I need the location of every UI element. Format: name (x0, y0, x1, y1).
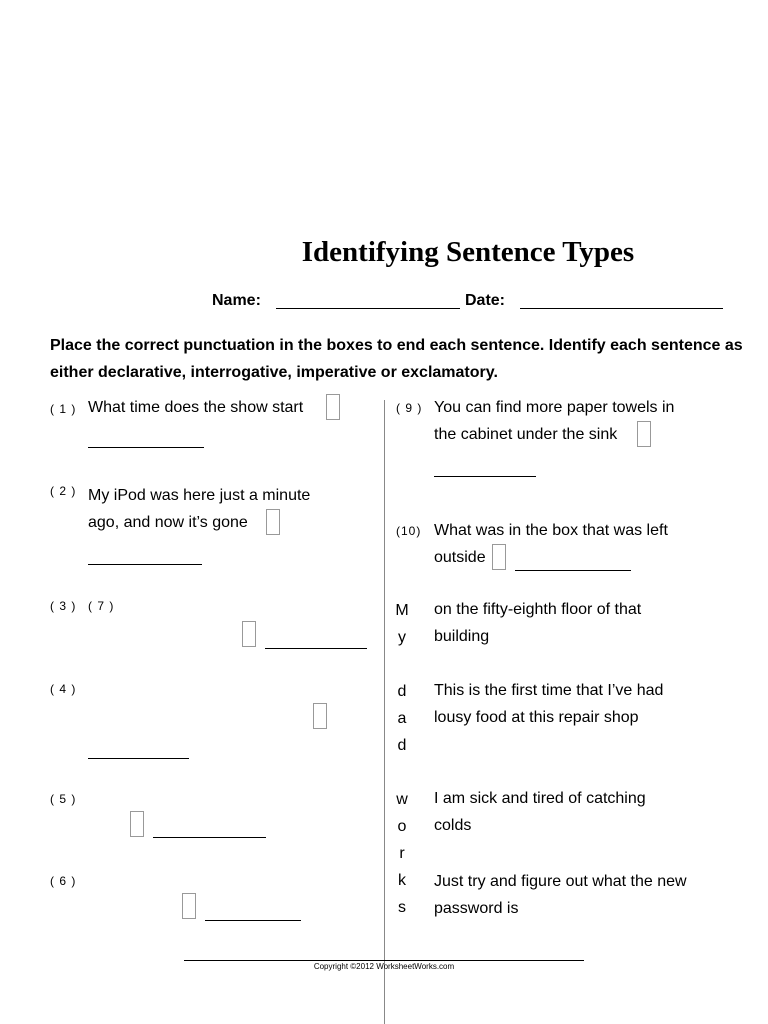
vertical-letter: d (397, 737, 407, 754)
column-divider (384, 400, 385, 1024)
punctuation-box[interactable] (266, 509, 280, 535)
vertical-letter: r (399, 845, 405, 862)
answer-line[interactable] (205, 920, 301, 921)
question-number: ( 7 ) (88, 599, 115, 613)
sentence-fragment: Just try and figure out what the new (434, 873, 687, 890)
answer-line[interactable] (88, 758, 189, 759)
answer-line[interactable] (434, 476, 536, 477)
vertical-letter: M (395, 602, 409, 619)
question-text: You can find more paper towels in (434, 399, 675, 416)
question-number: ( 4 ) (50, 682, 77, 696)
question-number: ( 9 ) (396, 401, 423, 415)
sentence-fragment: colds (434, 817, 472, 834)
page-title: Identifying Sentence Types (301, 236, 635, 268)
question-number: ( 1 ) (50, 402, 77, 416)
sentence-fragment: on the fifty-eighth floor of that (434, 601, 642, 618)
question-number: (10) (396, 524, 422, 538)
question-text: What was in the box that was left (434, 522, 668, 539)
sentence-fragment: building (434, 628, 490, 645)
punctuation-box[interactable] (130, 811, 144, 837)
vertical-letter: o (397, 818, 407, 835)
name-label: Name: (212, 292, 261, 309)
footer-rule (184, 960, 584, 961)
question-text: outside (434, 549, 486, 566)
punctuation-box[interactable] (242, 621, 256, 647)
question-text: My iPod was here just a minute (88, 487, 311, 504)
question-text: the cabinet under the sink (434, 426, 618, 443)
date-field[interactable] (520, 308, 723, 309)
question-number: ( 2 ) (50, 484, 77, 498)
copyright-text: Copyright ©2012 WorksheetWorks.com (313, 962, 455, 971)
answer-line[interactable] (515, 570, 631, 571)
sentence-fragment: lousy food at this repair shop (434, 709, 639, 726)
vertical-letter: d (397, 683, 407, 700)
vertical-letter: w (396, 791, 408, 808)
question-number: ( 5 ) (50, 792, 77, 806)
sentence-fragment: This is the first time that I’ve had (434, 682, 664, 699)
date-label: Date: (465, 292, 506, 309)
answer-line[interactable] (265, 648, 367, 649)
vertical-letter: s (398, 899, 406, 916)
vertical-letter: y (398, 629, 406, 646)
answer-line[interactable] (153, 837, 266, 838)
sentence-fragment: password is (434, 900, 519, 917)
vertical-letter: k (398, 872, 406, 889)
punctuation-box[interactable] (182, 893, 196, 919)
punctuation-box[interactable] (326, 394, 340, 420)
punctuation-box[interactable] (492, 544, 506, 570)
punctuation-box[interactable] (313, 703, 327, 729)
question-number: ( 6 ) (50, 874, 77, 888)
sentence-fragment: I am sick and tired of catching (434, 790, 646, 807)
question-text: ago, and now it’s gone (88, 514, 248, 531)
vertical-letter: a (397, 710, 407, 727)
answer-line[interactable] (88, 564, 202, 565)
question-number: ( 3 ) (50, 599, 77, 613)
instructions: Place the correct punctuation in the boxes to end each sentence. Identify each sentence as either declarative, interrogative, imperative or exclamatory. (50, 337, 743, 381)
answer-line[interactable] (88, 447, 204, 448)
name-field[interactable] (276, 308, 460, 309)
punctuation-box[interactable] (637, 421, 651, 447)
question-text: What time does the show start (88, 399, 304, 416)
